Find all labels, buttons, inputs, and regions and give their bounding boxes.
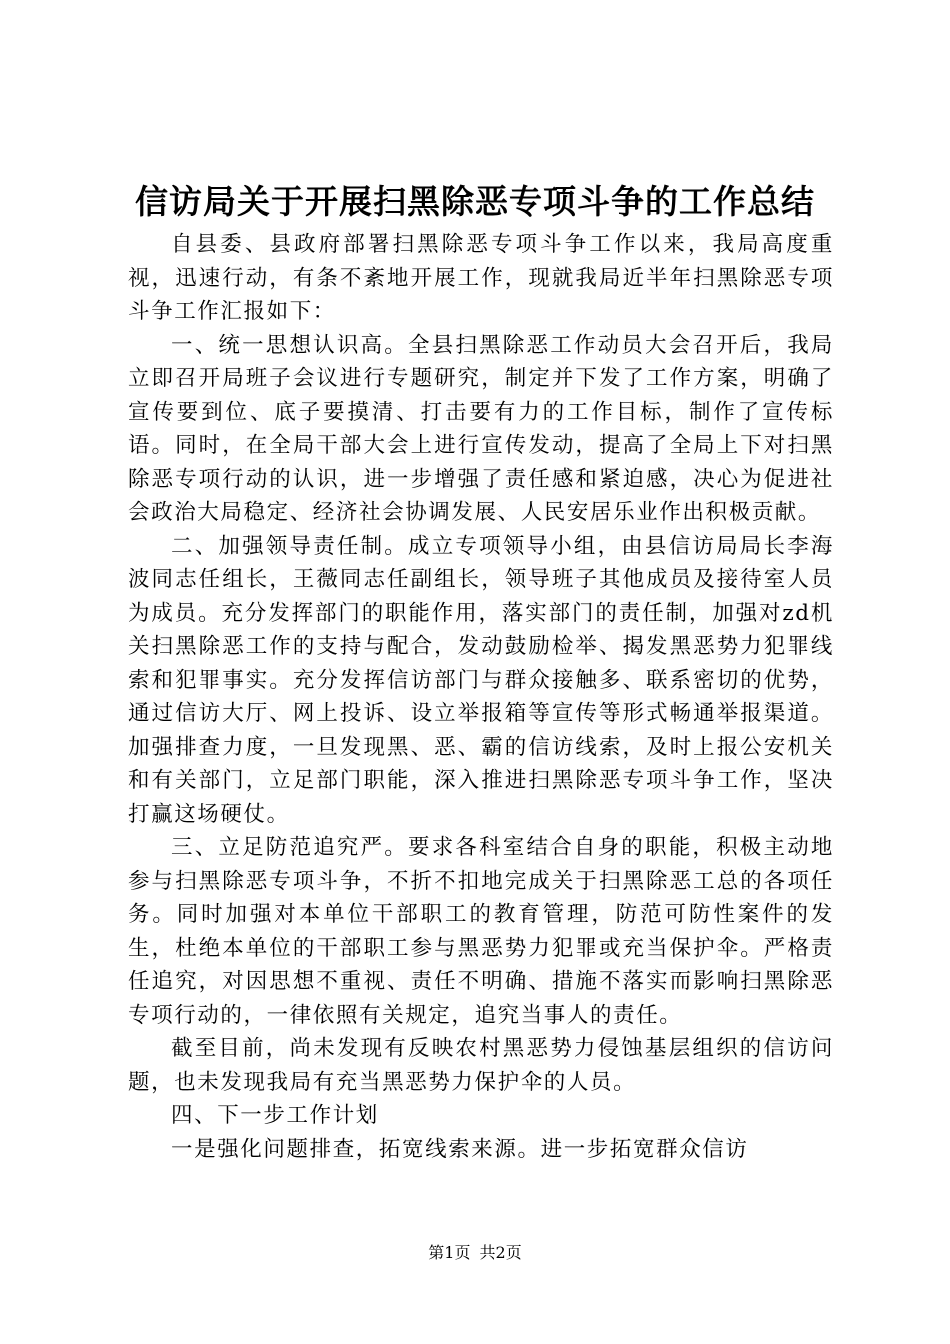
plan-item-1-paragraph: 一是强化问题排查，拓宽线索来源。进一步拓宽群众信访 — [171, 1136, 749, 1162]
section-4-heading: 四、下一步工作计划 — [171, 1103, 379, 1128]
section-2-paragraph: 二、加强领导责任制。成立专项领导小组，由县信访局局长李海波同志任组长，王薇同志任副组长，领导班子其他成员及接待室人员为成员。充分发挥部门的职能作用，落实部门的责任制，加强对zd机关扫黑除恶工作的支持与配合，发动鼓励检举、揭发黑恶势力犯罪线索和犯罪事实。充分发挥信访部门与群众接触多、联系密切的优势，通过信访大厅、网上投诉、设立举报箱等宣传等形式畅通举报渠道。加强排查力度，一旦发现黑、恶、霸的信访线索，及时上报公安机关和有关部门，立足部门职能，深入推进扫黑除恶专项斗争工作，坚决打赢这场硬仗。 — [128, 533, 834, 827]
document-title: 信访局关于开展扫黑除恶专项斗争的工作总结 — [135, 182, 815, 221]
intro-paragraph: 自县委、县政府部署扫黑除恶专项斗争工作以来，我局高度重视，迅速行动，有条不紊地开展工作，现就我局近半年扫黑除恶专项斗争工作汇报如下： — [128, 232, 834, 324]
status-paragraph: 截至目前，尚未发现有反映农村黑恶势力侵蚀基层组织的信访问题，也未发现我局有充当黑恶势力保护伞的人员。 — [128, 1036, 834, 1095]
document-body — [128, 228, 834, 1166]
section-3-paragraph: 三、立足防范追究严。要求各科室结合自身的职能，积极主动地参与扫黑除恶专项斗争，不折不扣地完成关于扫黑除恶工总的各项任务。同时加强对本单位干部职工的教育管理，防范可防性案件的发生，杜绝本单位的干部职工参与黑恶势力犯罪或充当保护伞。严格责任追究，对因思想不重视、责任不明确、措施不落实而影响扫黑除恶专项行动的，一律依照有关规定，追究当事人的责任。 — [128, 835, 834, 1028]
page-number-footer: 第1页 共2页 — [428, 1243, 522, 1262]
section-1-paragraph: 一、统一思想认识高。全县扫黑除恶工作动员大会召开后，我局立即召开局班子会议进行专题研究，制定并下发了工作方案，明确了宣传要到位、底子要摸清、打击要有力的工作目标，制作了宣传标语。同时，在全局干部大会上进行宣传发动，提高了全局上下对扫黑除恶专项行动的认识，进一步增强了责任感和紧迫感，决心为促进社会政治大局稳定、经济社会协调发展、人民安居乐业作出积极贡献。 — [128, 332, 834, 525]
